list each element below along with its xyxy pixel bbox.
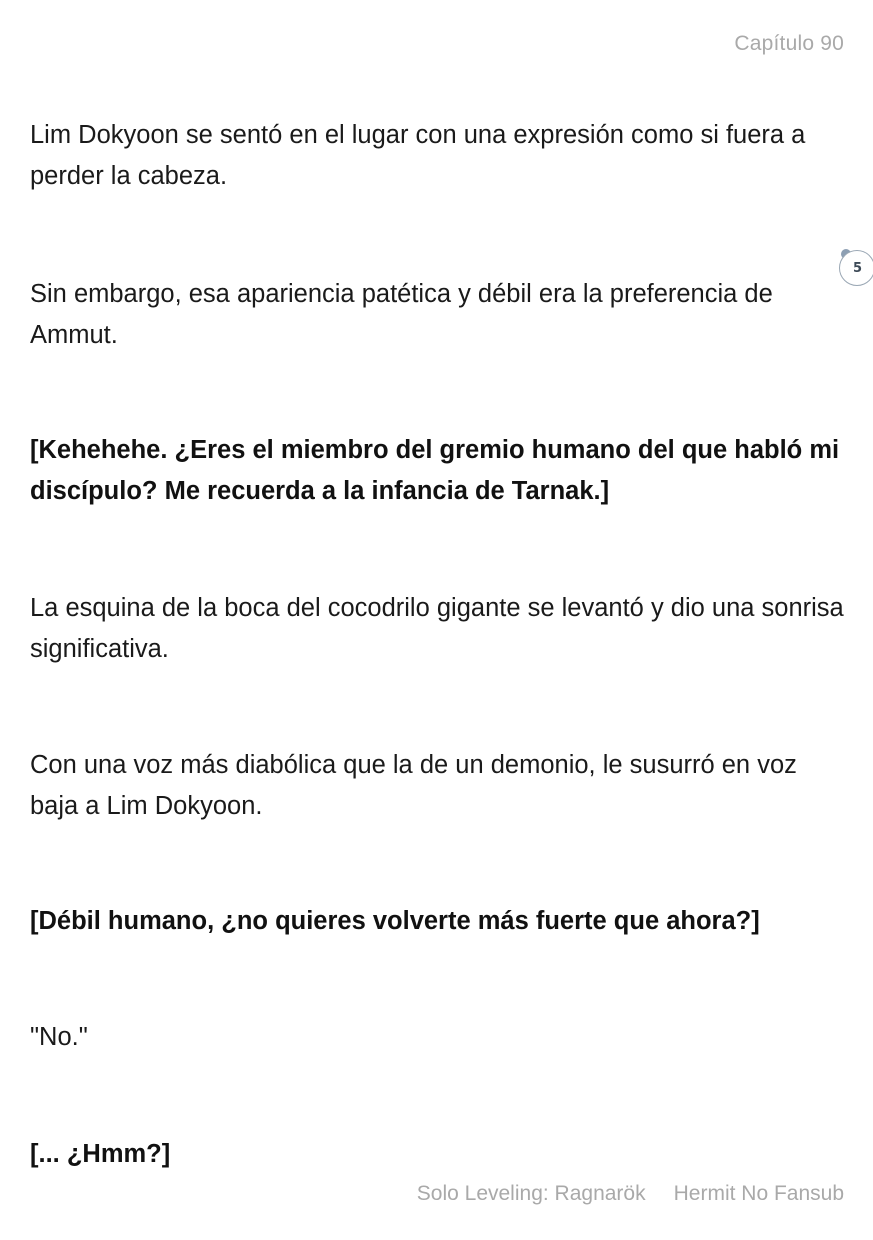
- paragraph-4: Con una voz más diabólica que la de un demonio, le susurró en voz baja a Lim Dokyoon.: [30, 751, 797, 820]
- chapter-label: Capítulo 90: [734, 32, 844, 55]
- comment-count-badge[interactable]: 5: [839, 250, 873, 286]
- paragraph-2: Sin embargo, esa apariencia patética y débil era la preferencia de Ammut.: [30, 280, 773, 349]
- dialogue-1: [Kehehehe. ¿Eres el miembro del gremio humano del que habló mi discípulo? Me recuerda a la infancia de Tarnak.]: [30, 436, 840, 505]
- paragraph-3: La esquina de la boca del cocodrilo gigante se levantó y dio una sonrisa significativa.: [30, 594, 844, 663]
- footer-translator: Hermit No Fansub: [673, 1182, 844, 1205]
- dialogue-3: "No.": [30, 1023, 88, 1051]
- dialogue-4: [... ¿Hmm?]: [30, 1140, 171, 1168]
- footer: [417, 1182, 844, 1206]
- paragraph-1: Lim Dokyoon se sentó en el lugar con una expresión como si fuera a perder la cabeza.: [30, 121, 806, 190]
- dialogue-2: [Débil humano, ¿no quieres volverte más fuerte que ahora?]: [30, 907, 760, 935]
- footer-series: Solo Leveling: Ragnarök: [416, 1182, 646, 1205]
